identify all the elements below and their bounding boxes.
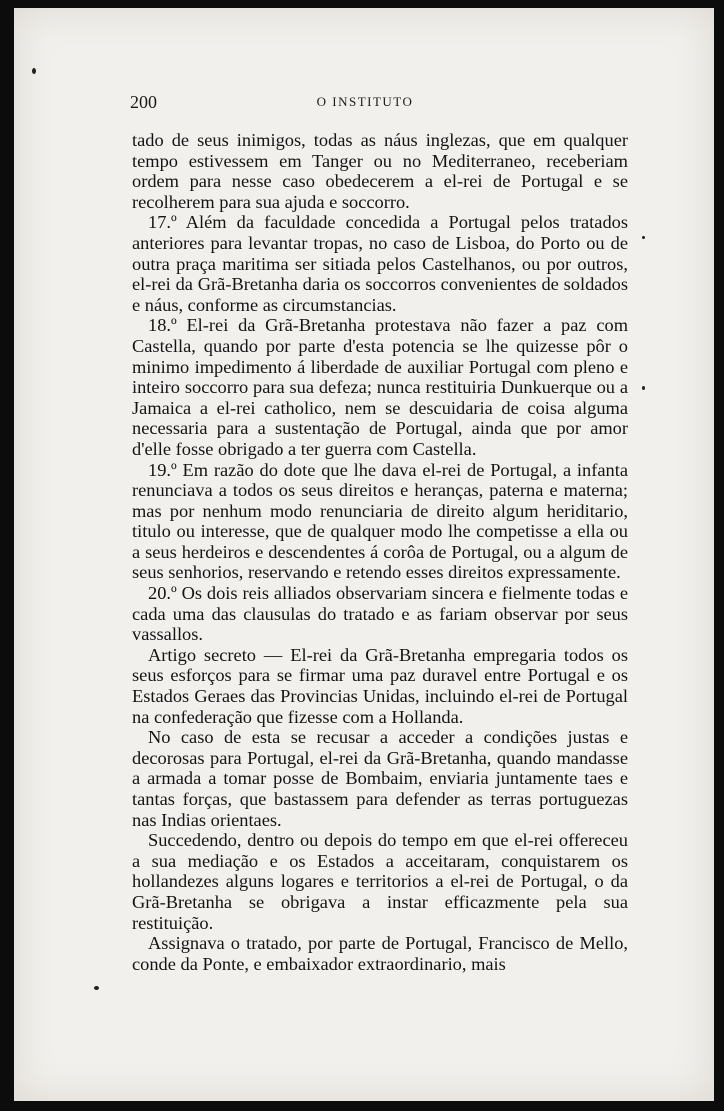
paragraph-signatories: Assignava o tratado, por parte de Portugal, Francisco de Mello, conde da Ponte, e embaixador extraordinario, mais: [132, 933, 628, 974]
running-head: O INSTITUTO: [316, 94, 414, 109]
ink-speck: [642, 386, 645, 390]
page-number: 200: [130, 92, 157, 112]
paragraph-refusal-case: No caso de esta se recusar a acceder a condições justas e decorosas para Portugal, el-rei da Grã-Bretanha, quando mandasse a armada a tomar posse de Bombaim, enviaria juntamente taes e tantas forças, que bastassem para defender as terras portuguezas nas Indias orientaes.: [132, 727, 628, 830]
paragraph-secret-article: Artigo secreto — El-rei da Grã-Bretanha empregaria todos os seus esforços para se firmar uma paz duravel entre Portugal e os Estados Geraes das Provincias Unidas, incluindo el-rei de Portugal na confederação que fizesse com a Hollanda.: [132, 644, 628, 727]
paragraph-article-19: 19.º Em razão do dote que lhe dava el-rei de Portugal, a infanta renunciava a todos os seus direitos e heranças, paterna e materna; mas por nenhum modo renunciaria de direito algum heriditario, titulo ou interesse, que de qualquer modo lhe competisse a ella ou a seus herdeiros e descendentes á corôa de Portugal, ou a algum de seus senhorios, reservando e retendo esses direitos expressamente.: [132, 459, 628, 583]
page-header: [130, 92, 600, 116]
paragraph-article-18: 18.º El-rei da Grã-Bretanha protestava não fazer a paz com Castella, quando por parte d'esta potencia se lhe quizesse pôr o minimo impedimento á liberdade de auxiliar Portugal com pleno e inteiro soccorro para sua defeza; nunca restituiria Dunkuerque ou a Jamaica a el-rei catholico, nem se descuidaria de coisa alguma necessaria para a sustentação de Portugal, ainda que por amor d'elle fosse obrigado a ter guerra com Castella.: [132, 315, 628, 459]
ink-speck: [94, 986, 99, 990]
ink-speck: [32, 68, 36, 74]
paragraph-continuation: tado de seus inimigos, todas as náus inglezas, que em qualquer tempo estivessem em Tanger ou no Mediterraneo, receberiam ordem para nesse caso obedecerem a el-rei de Portugal e se recolherem para sua ajuda e soccorro.: [132, 130, 628, 212]
ink-speck: [642, 236, 645, 239]
body-text: [132, 130, 628, 974]
paragraph-article-20: 20.º Os dois reis alliados observariam sincera e fielmente todas e cada uma das clausulas do tratado e as fariam observar por seus vassallos.: [132, 583, 628, 645]
paragraph-article-17: 17.º Além da faculdade concedida a Portugal pelos tratados anteriores para levantar tropas, no caso de Lisboa, do Porto ou de outra praça maritima ser sitiada pelos Castelhanos, ou por outros, el-rei da Grã-Bretanha daria os soccorros convenientes de soldados e náus, conforme as circumstancias.: [132, 212, 628, 315]
paragraph-restitution: Succedendo, dentro ou depois do tempo em que el-rei offereceu a sua mediação e os Estados a acceitaram, conquistarem os hollandezes alguns logares e territorios a el-rei de Portugal, o da Grã-Bretanha se obrigava a instar efficazmente pela sua restituição.: [132, 830, 628, 933]
